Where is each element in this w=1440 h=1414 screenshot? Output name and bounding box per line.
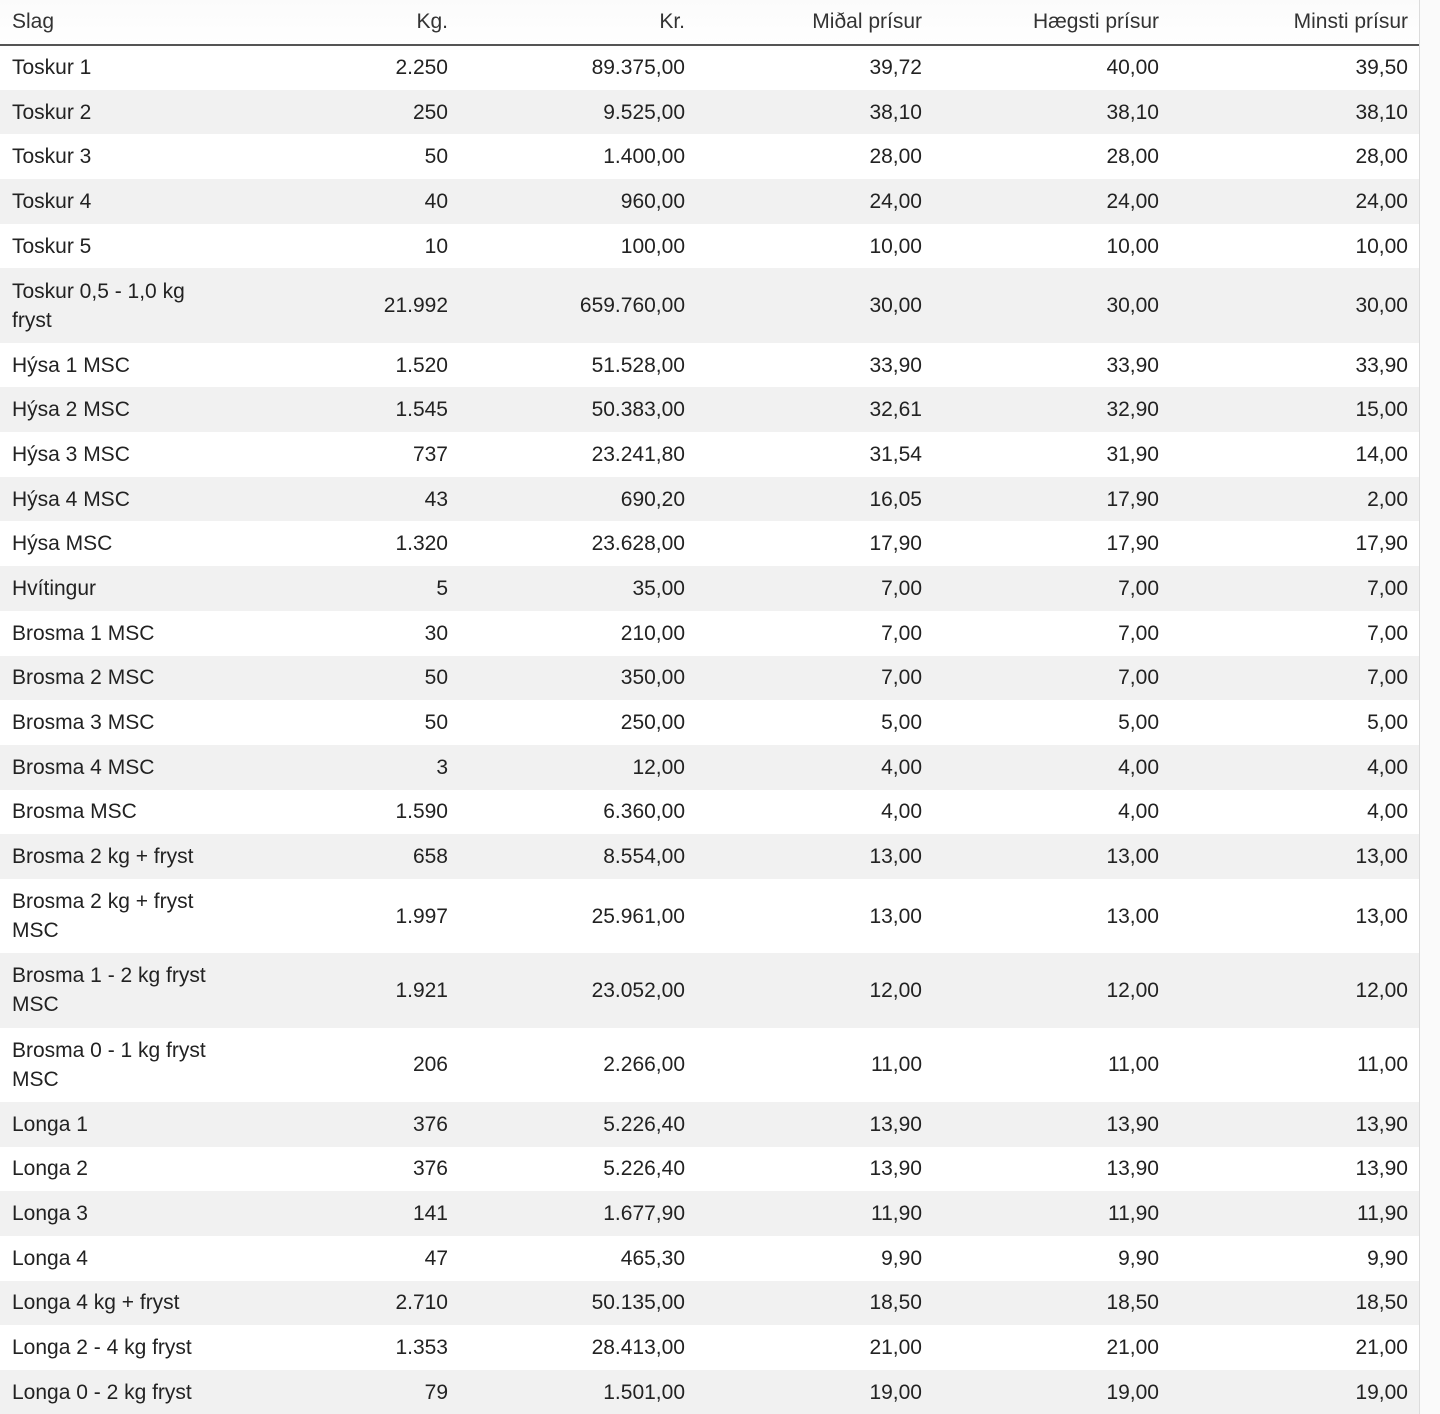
cell-minsti: 24,00 — [1355, 189, 1408, 213]
cell-midal: 32,61 — [869, 398, 922, 422]
cell-midal: 7,00 — [881, 666, 922, 690]
table-row — [0, 611, 1420, 656]
cell-slag: Longa 3 — [12, 1202, 88, 1226]
cell-midal: 17,90 — [869, 532, 922, 556]
table-row — [0, 45, 1420, 90]
cell-slag: Brosma 1 - 2 kg fryst MSC — [12, 964, 206, 1017]
cell-haegsti: 13,90 — [1106, 1112, 1159, 1136]
cell-midal: 21,00 — [869, 1336, 922, 1360]
cell-slag: Brosma 2 kg + fryst MSC — [12, 890, 194, 943]
cell-midal: 4,00 — [881, 800, 922, 824]
cell-slag: Hýsa 3 MSC — [12, 442, 130, 466]
cell-minsti: 12,00 — [1355, 978, 1408, 1002]
cell-kr: 51.528,00 — [591, 353, 685, 377]
table-header — [0, 0, 1420, 45]
cell-slag: Hýsa 2 MSC — [12, 398, 130, 422]
cell-slag: Longa 2 - 4 kg fryst — [12, 1336, 192, 1360]
cell-minsti: 5,00 — [1367, 711, 1408, 735]
cell-kr: 12,00 — [632, 755, 685, 779]
table-row — [0, 521, 1420, 566]
cell-slag: Toskur 3 — [12, 145, 92, 169]
header-row — [0, 0, 1420, 45]
cell-kg: 40 — [424, 189, 448, 213]
scrollbar-track[interactable] — [1419, 0, 1440, 1414]
cell-minsti: 9,90 — [1367, 1246, 1408, 1270]
cell-haegsti: 4,00 — [1118, 755, 1159, 779]
cell-kr: 465,30 — [620, 1246, 685, 1270]
cell-slag: Hýsa 4 MSC — [12, 487, 130, 511]
cell-kr: 1.400,00 — [603, 145, 685, 169]
cell-slag: Toskur 4 — [12, 189, 92, 213]
cell-haegsti: 13,00 — [1106, 845, 1159, 869]
cell-minsti: 39,50 — [1355, 56, 1408, 80]
table-row — [0, 224, 1420, 269]
cell-kr: 659.760,00 — [579, 294, 685, 318]
cell-minsti: 28,00 — [1355, 145, 1408, 169]
cell-minsti: 4,00 — [1367, 800, 1408, 824]
table-row — [0, 1147, 1420, 1192]
cell-midal: 13,00 — [869, 845, 922, 869]
cell-kg: 1.520 — [395, 353, 448, 377]
table-row — [0, 700, 1420, 745]
cell-midal: 10,00 — [869, 234, 922, 258]
cell-kr: 100,00 — [620, 234, 685, 258]
cell-kg: 250 — [412, 100, 448, 124]
cell-slag: Brosma 4 MSC — [12, 755, 155, 779]
cell-kr: 960,00 — [620, 189, 685, 213]
cell-midal: 7,00 — [881, 577, 922, 601]
cell-haegsti: 5,00 — [1118, 711, 1159, 735]
cell-midal: 38,10 — [869, 100, 922, 124]
cell-minsti: 13,00 — [1355, 845, 1408, 869]
cell-slag: Longa 4 kg + fryst — [12, 1291, 180, 1315]
cell-midal: 30,00 — [869, 294, 922, 318]
cell-minsti: 14,00 — [1355, 442, 1408, 466]
table-row — [0, 387, 1420, 432]
table-row — [0, 1028, 1420, 1102]
cell-slag: Toskur 1 — [12, 56, 92, 80]
cell-kg: 21.992 — [383, 294, 448, 318]
cell-haegsti: 12,00 — [1106, 978, 1159, 1002]
table-row — [0, 1102, 1420, 1147]
cell-midal: 13,90 — [869, 1157, 922, 1181]
cell-kg: 141 — [412, 1202, 448, 1226]
cell-haegsti: 11,00 — [1108, 1053, 1159, 1077]
cell-haegsti: 38,10 — [1106, 100, 1159, 124]
cell-kg: 206 — [412, 1053, 448, 1077]
column-header-minsti[interactable]: Minsti prísur — [1171, 0, 1420, 45]
cell-minsti: 38,10 — [1355, 100, 1408, 124]
cell-slag: Brosma MSC — [12, 800, 137, 824]
cell-kr: 350,00 — [620, 666, 685, 690]
column-header-kg[interactable]: Kg. — [220, 0, 460, 45]
cell-haegsti: 7,00 — [1118, 621, 1159, 645]
cell-slag: Longa 4 — [12, 1246, 88, 1270]
table-row — [0, 343, 1420, 388]
cell-kg: 376 — [412, 1157, 448, 1181]
cell-midal: 11,90 — [871, 1202, 922, 1226]
table-body — [0, 45, 1420, 1414]
cell-kr: 6.360,00 — [603, 800, 685, 824]
cell-kg: 1.320 — [395, 532, 448, 556]
cell-kr: 1.501,00 — [603, 1380, 685, 1404]
cell-haegsti: 28,00 — [1106, 145, 1159, 169]
table-row — [0, 1191, 1420, 1236]
table-row — [0, 953, 1420, 1027]
table-row — [0, 790, 1420, 835]
cell-slag: Brosma 3 MSC — [12, 711, 155, 735]
cell-haegsti: 11,90 — [1108, 1202, 1159, 1226]
column-header-midal[interactable]: Miðal prísur — [697, 0, 934, 45]
cell-kr: 9.525,00 — [603, 100, 685, 124]
cell-haegsti: 31,90 — [1106, 442, 1159, 466]
cell-haegsti: 19,00 — [1106, 1380, 1159, 1404]
table-row — [0, 745, 1420, 790]
column-header-kr[interactable]: Kr. — [460, 0, 697, 45]
cell-midal: 33,90 — [869, 353, 922, 377]
cell-midal: 12,00 — [869, 978, 922, 1002]
cell-midal: 13,00 — [869, 904, 922, 928]
cell-kg: 658 — [412, 845, 448, 869]
table-row — [0, 1325, 1420, 1370]
cell-minsti: 18,50 — [1355, 1291, 1408, 1315]
cell-slag: Brosma 2 kg + fryst — [12, 845, 194, 869]
cell-minsti: 33,90 — [1355, 353, 1408, 377]
cell-kr: 8.554,00 — [603, 845, 685, 869]
cell-midal: 7,00 — [881, 621, 922, 645]
cell-kr: 5.226,40 — [603, 1157, 685, 1181]
cell-slag: Toskur 0,5 - 1,0 kg fryst — [12, 279, 185, 332]
table-row — [0, 477, 1420, 522]
cell-haegsti: 30,00 — [1106, 294, 1159, 318]
table-row — [0, 179, 1420, 224]
cell-haegsti: 10,00 — [1106, 234, 1159, 258]
cell-haegsti: 40,00 — [1106, 56, 1159, 80]
cell-kr: 23.052,00 — [591, 978, 685, 1002]
table-row — [0, 834, 1420, 879]
cell-haegsti: 13,90 — [1106, 1157, 1159, 1181]
cell-kg: 50 — [424, 666, 448, 690]
table-row — [0, 1370, 1420, 1414]
cell-slag: Toskur 2 — [12, 100, 92, 124]
cell-kg: 1.545 — [395, 398, 448, 422]
cell-kg: 47 — [424, 1246, 448, 1270]
cell-midal: 5,00 — [881, 711, 922, 735]
cell-kr: 50.135,00 — [591, 1291, 685, 1315]
cell-slag: Longa 2 — [12, 1157, 88, 1181]
cell-haegsti: 4,00 — [1118, 800, 1159, 824]
cell-kr: 1.677,90 — [603, 1202, 685, 1226]
cell-minsti: 15,00 — [1355, 398, 1408, 422]
cell-kr: 210,00 — [620, 621, 685, 645]
cell-kr: 50.383,00 — [591, 398, 685, 422]
cell-haegsti: 7,00 — [1118, 666, 1159, 690]
cell-haegsti: 7,00 — [1118, 577, 1159, 601]
cell-minsti: 17,90 — [1355, 532, 1408, 556]
cell-kg: 50 — [424, 145, 448, 169]
cell-slag: Brosma 2 MSC — [12, 666, 155, 690]
cell-minsti: 13,90 — [1355, 1112, 1408, 1136]
cell-midal: 9,90 — [881, 1246, 922, 1270]
cell-midal: 31,54 — [869, 442, 922, 466]
column-header-slag[interactable]: Slag — [0, 0, 220, 45]
cell-kr: 23.628,00 — [591, 532, 685, 556]
table-row — [0, 432, 1420, 477]
cell-kr: 35,00 — [632, 577, 685, 601]
cell-haegsti: 17,90 — [1106, 532, 1159, 556]
cell-kr: 690,20 — [620, 487, 685, 511]
cell-minsti: 11,00 — [1357, 1053, 1408, 1077]
cell-kg: 2.250 — [395, 56, 448, 80]
cell-kr: 89.375,00 — [591, 56, 685, 80]
column-header-haegsti[interactable]: Hægsti prísur — [934, 0, 1171, 45]
cell-kg: 1.590 — [395, 800, 448, 824]
cell-minsti: 2,00 — [1367, 487, 1408, 511]
table-row — [0, 1281, 1420, 1326]
cell-slag: Hýsa 1 MSC — [12, 353, 130, 377]
cell-haegsti: 24,00 — [1106, 189, 1159, 213]
cell-minsti: 7,00 — [1367, 577, 1408, 601]
table-row — [0, 134, 1420, 179]
cell-kg: 30 — [424, 621, 448, 645]
cell-minsti: 13,90 — [1355, 1157, 1408, 1181]
cell-midal: 39,72 — [869, 56, 922, 80]
cell-kg: 1.921 — [395, 978, 448, 1002]
cell-kr: 23.241,80 — [591, 442, 685, 466]
cell-midal: 4,00 — [881, 755, 922, 779]
cell-minsti: 13,00 — [1355, 904, 1408, 928]
table-row — [0, 656, 1420, 701]
cell-slag: Brosma 1 MSC — [12, 621, 155, 645]
table-row — [0, 566, 1420, 611]
cell-haegsti: 33,90 — [1106, 353, 1159, 377]
cell-minsti: 7,00 — [1367, 621, 1408, 645]
cell-slag: Hýsa MSC — [12, 532, 113, 556]
cell-kg: 1.353 — [395, 1336, 448, 1360]
cell-haegsti: 9,90 — [1118, 1246, 1159, 1270]
cell-kg: 50 — [424, 711, 448, 735]
cell-minsti: 30,00 — [1355, 294, 1408, 318]
cell-haegsti: 17,90 — [1106, 487, 1159, 511]
cell-midal: 18,50 — [869, 1291, 922, 1315]
cell-kg: 10 — [424, 234, 448, 258]
cell-kg: 737 — [412, 442, 448, 466]
cell-minsti: 19,00 — [1355, 1380, 1408, 1404]
cell-minsti: 7,00 — [1367, 666, 1408, 690]
cell-slag: Longa 0 - 2 kg fryst — [12, 1380, 192, 1404]
cell-kr: 28.413,00 — [591, 1336, 685, 1360]
cell-kg: 5 — [436, 577, 448, 601]
cell-kr: 5.226,40 — [603, 1112, 685, 1136]
cell-haegsti: 13,00 — [1106, 904, 1159, 928]
cell-kg: 2.710 — [395, 1291, 448, 1315]
cell-slag: Hvítingur — [12, 577, 97, 601]
cell-slag: Longa 1 — [12, 1112, 88, 1136]
cell-midal: 11,00 — [871, 1053, 922, 1077]
cell-minsti: 10,00 — [1355, 234, 1408, 258]
cell-minsti: 4,00 — [1367, 755, 1408, 779]
cell-kg: 376 — [412, 1112, 448, 1136]
table-row — [0, 1236, 1420, 1281]
cell-midal: 16,05 — [869, 487, 922, 511]
cell-haegsti: 32,90 — [1106, 398, 1159, 422]
table-row — [0, 90, 1420, 135]
cell-kg: 79 — [424, 1380, 448, 1404]
cell-minsti: 11,90 — [1357, 1202, 1408, 1226]
cell-slag: Toskur 5 — [12, 234, 92, 258]
cell-midal: 19,00 — [869, 1380, 922, 1404]
cell-midal: 28,00 — [869, 145, 922, 169]
cell-minsti: 21,00 — [1355, 1336, 1408, 1360]
cell-haegsti: 18,50 — [1106, 1291, 1159, 1315]
table-row — [0, 879, 1420, 953]
cell-kr: 250,00 — [620, 711, 685, 735]
cell-kg: 3 — [436, 755, 448, 779]
cell-kg: 1.997 — [395, 904, 448, 928]
cell-haegsti: 21,00 — [1106, 1336, 1159, 1360]
table-row — [0, 268, 1420, 342]
cell-midal: 24,00 — [869, 189, 922, 213]
cell-slag: Brosma 0 - 1 kg fryst MSC — [12, 1038, 206, 1091]
cell-kg: 43 — [424, 487, 448, 511]
cell-kr: 25.961,00 — [591, 904, 685, 928]
cell-kr: 2.266,00 — [603, 1053, 685, 1077]
cell-midal: 13,90 — [869, 1112, 922, 1136]
